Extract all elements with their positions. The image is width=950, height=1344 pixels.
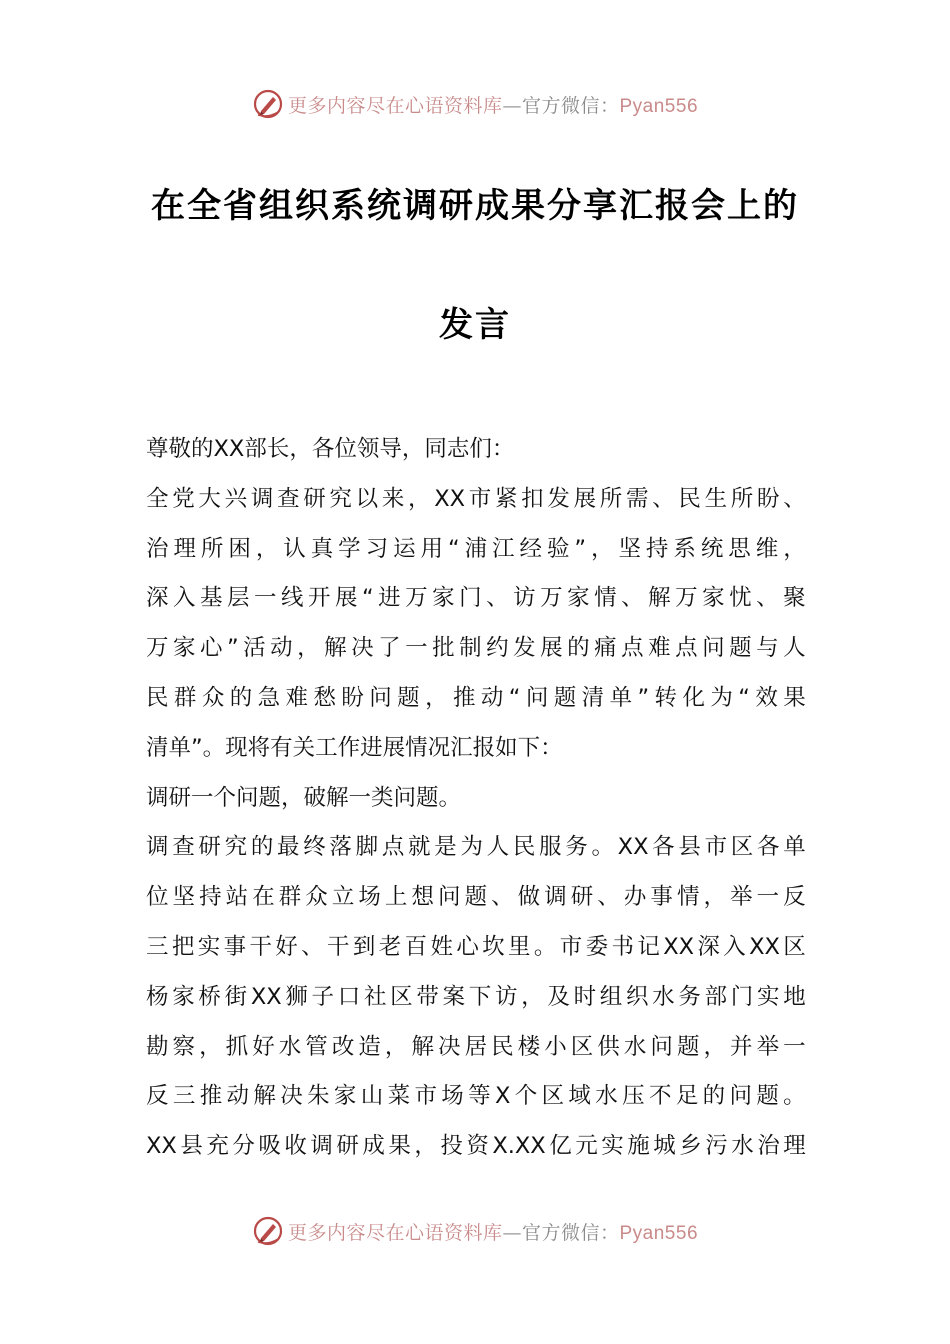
watermark-dash: — [502,1221,522,1244]
header-watermark [0,84,950,124]
watermark-wechat-label: 官方微信： [521,94,620,117]
pen-seal-logo-icon [252,1215,284,1247]
body-line: 治 理 所 困 ， 认 真 学 习 运 用 “ 浦 江 经 验 ” ， 坚 持 系 统 思 维 ， [146,535,806,562]
body-line: 尊敬的XX部长，各位领导，同志们： [146,436,515,462]
footer-watermark [0,1211,950,1251]
body-line: 清单”。现将有关工作进展情况汇报如下： [146,734,563,761]
watermark-brand: 更多内容尽在心语资料库 [287,94,503,117]
body-line: 反 三 推 动 解 决 朱 家 山 菜 市 场 等 X 个 区 域 水 压 不 足 的 问 题 。 [146,1083,806,1110]
body-line: 三 把 实 事 干 好 、 干 到 老 百 姓 心 坎 里 。 市 委 书 记 XX 深 入 XX 区 [146,933,806,960]
body-line: 调研一个问题，破解一类问题。 [146,784,462,811]
watermark-handle: Pyan556 [619,95,699,117]
body-line: 深 入 基 层 一 线 开 展 “ 进 万 家 门 、 访 万 家 情 、 解 万 家 忧 、 聚 [146,585,806,612]
watermark-brand: 更多内容尽在心语资料库 [287,1221,503,1244]
document-body [146,425,806,1172]
body-line: 民 群 众 的 急 难 愁 盼 问 题 ， 推 动 “ 问 题 清 单 ” 转 化 为 “ 效 果 [146,684,806,711]
watermark-wechat-label: 官方微信： [521,1221,620,1244]
body-line: 杨 家 桥 街 XX 狮 子 口 社 区 带 案 下 访 ， 及 时 组 织 水 务 部 门 实 地 [146,983,806,1010]
body-line: XX 县 充 分 吸 收 调 研 成 果 ， 投 资 X.XX 亿 元 实 施 城 乡 污 水 治 理 [146,1133,806,1160]
body-line: 万 家 心 ” 活 动 ， 解 决 了 一 批 制 约 发 展 的 痛 点 难 点 问 题 与 人 [146,635,806,662]
watermark-dash: — [502,94,522,117]
body-line: 全 党 大 兴 调 查 研 究 以 来 ， XX 市 紧 扣 发 展 所 需 、 民 生 所 盼 、 [146,485,806,512]
watermark-text [288,91,698,118]
document-title-line-1: 在全省组织系统调研成果分享汇报会上的 [151,186,799,226]
watermark-text [288,1218,698,1245]
body-line: 位 坚 持 站 在 群 众 立 场 上 想 问 题 、 做 调 研 、 办 事 情 ， 举 一 反 [146,884,806,911]
document-title-line-2: 发言 [439,305,511,345]
body-line: 调 查 研 究 的 最 终 落 脚 点 就 是 为 人 民 服 务 。 XX 各 县 市 区 各 单 [146,834,806,861]
pen-seal-logo-icon [252,88,284,120]
body-line: 勘 察 ， 抓 好 水 管 改 造 ， 解 决 居 民 楼 小 区 供 水 问 题 ， 并 举 一 [146,1033,806,1060]
watermark-handle: Pyan556 [619,1222,699,1244]
